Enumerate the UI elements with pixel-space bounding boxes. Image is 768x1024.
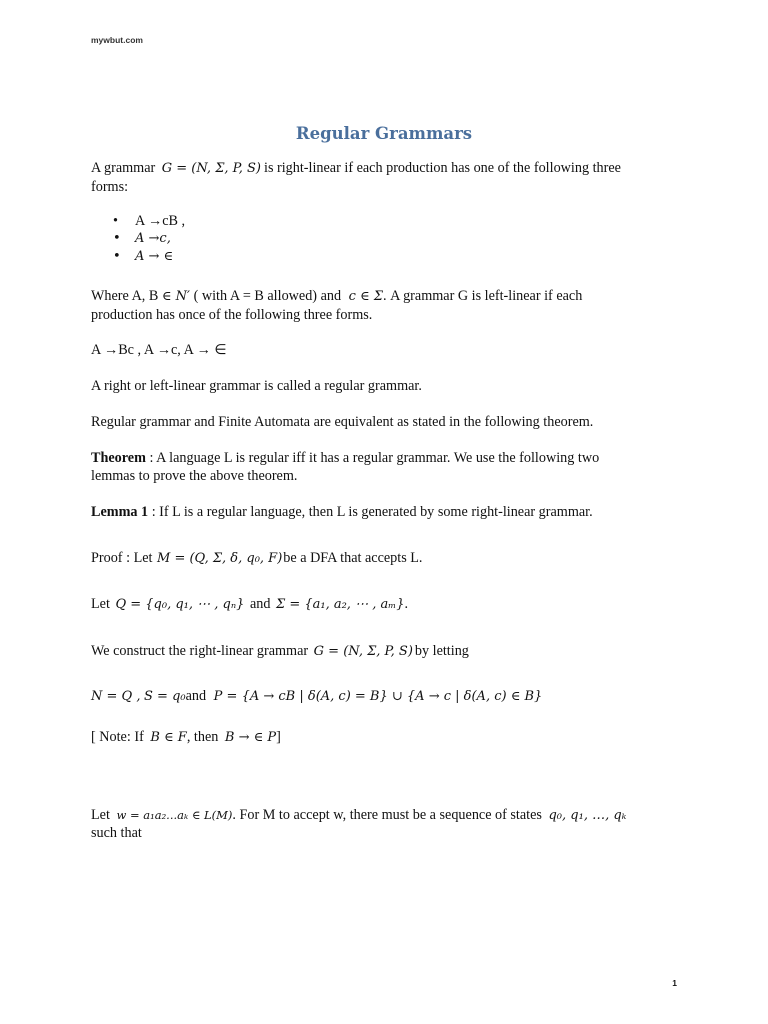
paragraph-line: production has once of the following three forms. — [91, 307, 373, 323]
left-linear-forms: A →Bc , A →c, A → ∈ — [91, 342, 227, 358]
paragraph-grammar-definition — [91, 160, 621, 177]
math-epsilon-production: B → ∈ P — [224, 730, 277, 745]
text: A grammar — [91, 160, 156, 176]
definitions-line — [91, 688, 542, 705]
let-sets-line — [91, 596, 408, 613]
text: [ Note: If — [91, 729, 144, 745]
math-productions: P = {A → cB | δ(A, c) = B} ∪ {A → c | δ(A, c) ∈ B} — [213, 689, 543, 704]
math-grammar-tuple: G = (N, Σ, P, S) — [313, 644, 413, 659]
math-start-symbol: S = q₀ — [144, 689, 186, 704]
page-number: 1 — [672, 978, 677, 988]
text: and — [249, 596, 271, 612]
text: Let — [91, 596, 110, 612]
math-states-set: Q = {q₀, q₁, ⋯ , qₙ} — [115, 597, 245, 612]
list-item: • A →cB , — [113, 212, 185, 230]
paragraph-equivalence: Regular grammar and Finite Automata are equivalent as stated in the following theorem. — [91, 414, 594, 430]
note-line — [91, 729, 281, 746]
text: Where A, B — [91, 288, 159, 304]
text: ( with A = B allowed) and — [193, 288, 342, 304]
text: . A grammar G is left-linear if each — [382, 288, 583, 304]
lemma — [91, 504, 593, 521]
text: Let — [91, 807, 110, 823]
math-alphabet-set: Σ = {a₁, a₂, ⋯ , aₘ} — [276, 597, 405, 612]
math-state-sequence: q₀, q₁, …, qₖ — [548, 808, 627, 823]
text: ] — [276, 729, 281, 745]
list-item: • A →c, — [113, 230, 185, 248]
theorem — [91, 450, 599, 467]
construct-line — [91, 643, 469, 660]
paragraph-line: forms: — [91, 179, 129, 195]
text: by letting — [414, 643, 469, 659]
theorem-label: Theorem — [91, 450, 146, 466]
paragraph-line: such that — [91, 825, 142, 841]
text: be a DFA that accepts L. — [283, 550, 423, 566]
list-item: • A → ∈ — [113, 248, 185, 266]
text: We construct the right-linear grammar — [91, 643, 309, 659]
math-dfa-tuple: M = (Q, Σ, δ, q₀, F) — [157, 551, 283, 566]
paragraph-line: lemmas to prove the above theorem. — [91, 468, 298, 484]
paragraph-left-linear — [91, 288, 582, 305]
math-word: w = a₁a₂...aₖ ∈ L(M) — [116, 808, 233, 822]
math-grammar-tuple: G = (N, Σ, P, S) — [161, 161, 261, 176]
site-header: mywbut.com — [91, 35, 143, 45]
text: . For M to accept w, there must be a sequence of states — [232, 807, 542, 823]
text: . — [404, 596, 409, 612]
lemma-label: Lemma 1 — [91, 504, 149, 520]
paragraph-regular-grammar: A right or left-linear grammar is called a regular grammar. — [91, 378, 422, 394]
text: Proof : Let — [91, 550, 153, 566]
math-membership: ∈ N′ — [161, 289, 191, 304]
math-final-state: B ∈ F — [150, 730, 187, 745]
text: , then — [186, 729, 219, 745]
text: : If L is a regular language, then L is generated by some right-linear grammar. — [148, 504, 593, 520]
text: and — [185, 688, 207, 704]
math-alphabet: c ∈ Σ — [348, 289, 383, 304]
let-word-line — [91, 807, 626, 824]
text: is right-linear if each production has one of the following three — [264, 160, 621, 176]
forms-list — [113, 212, 185, 266]
proof-line — [91, 550, 422, 567]
math-n-equals-q: N = Q , — [91, 689, 141, 704]
page-title: Regular Grammars — [295, 124, 473, 143]
text: : A language L is regular iff it has a regular grammar. We use the following two — [145, 450, 600, 466]
